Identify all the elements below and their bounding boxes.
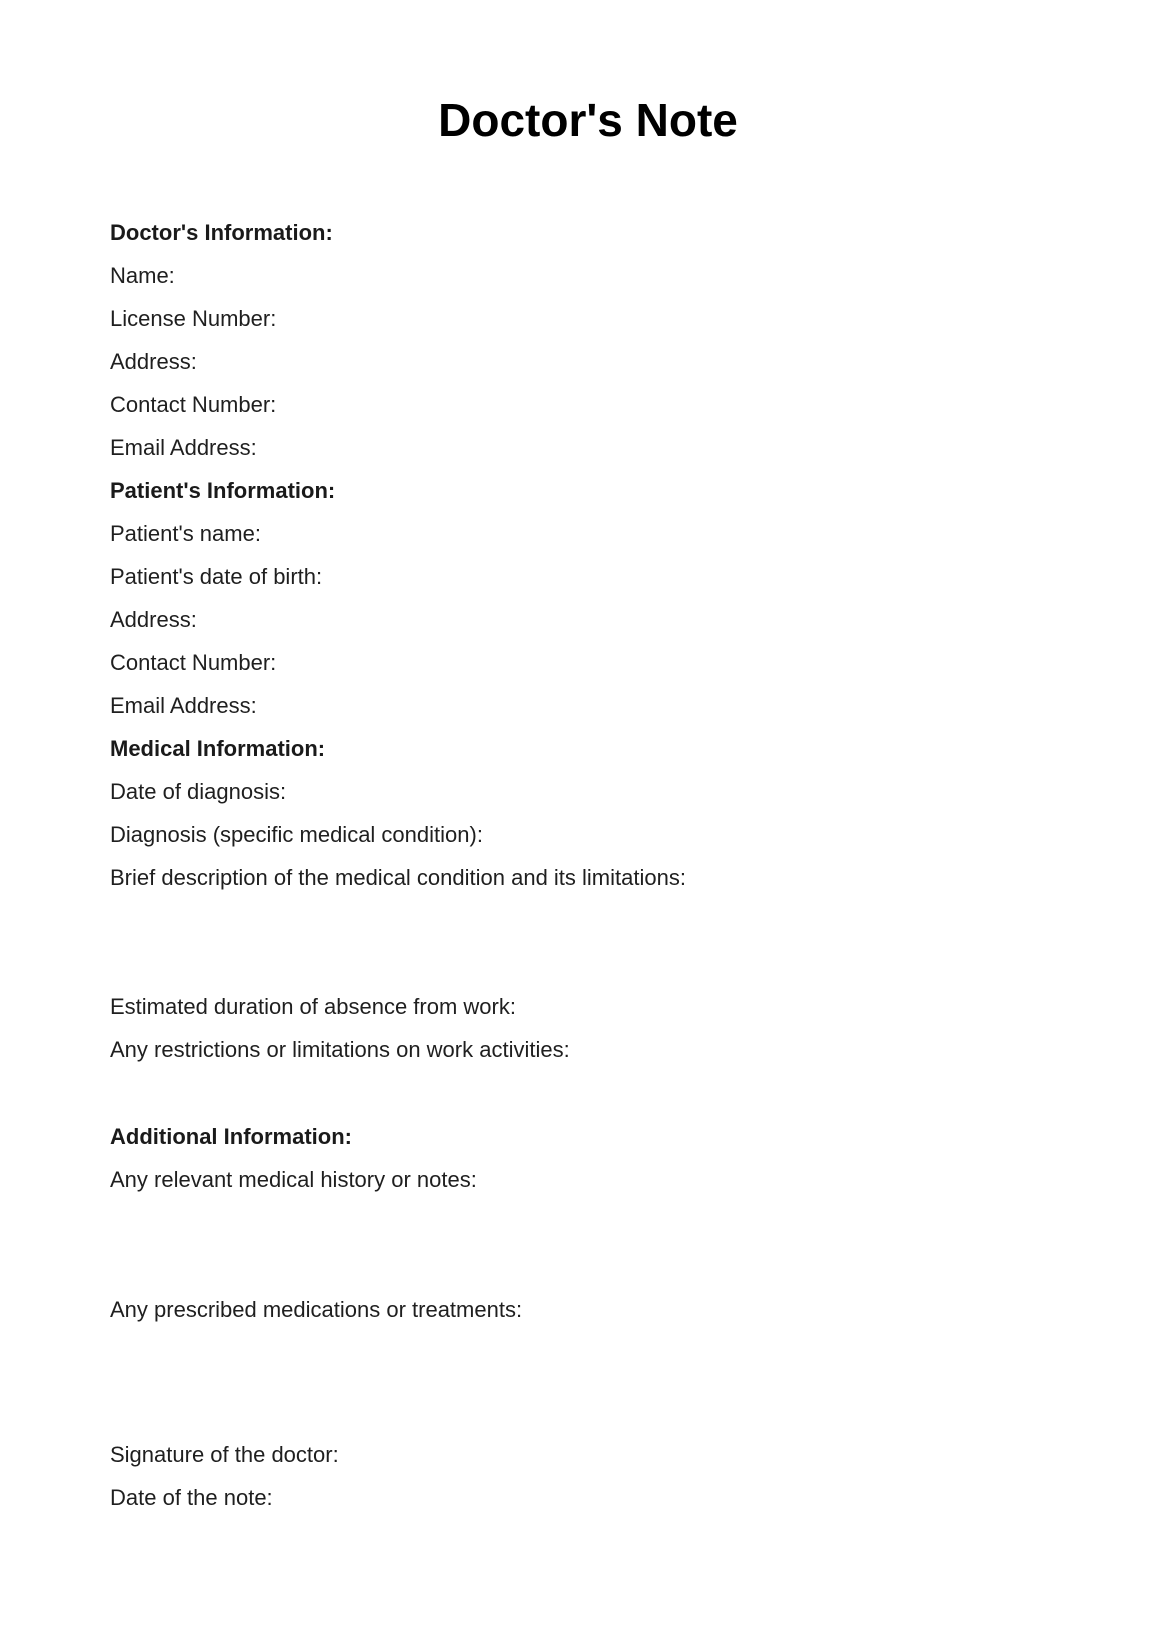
patient-email-label: Email Address: (110, 693, 257, 718)
patient-dob-label: Patient's date of birth: (110, 564, 323, 589)
doctor-license-label: License Number: (110, 306, 277, 331)
medical-info-heading: Medical Information: (110, 736, 326, 761)
page-title: Doctor's Note (438, 94, 738, 146)
patient-address-label: Address: (110, 607, 197, 632)
patient-info-heading: Patient's Information: (110, 478, 336, 503)
doctor-contact-label: Contact Number: (110, 392, 277, 417)
condition-description-label: Brief description of the medical condition and its limitations: (110, 865, 686, 890)
medical-history-label: Any relevant medical history or notes: (110, 1167, 477, 1192)
note-date-label: Date of the note: (110, 1485, 273, 1510)
doctor-name-label: Name: (110, 263, 175, 288)
diagnosis-date-label: Date of diagnosis: (110, 779, 287, 804)
doctor-address-label: Address: (110, 349, 197, 374)
doctor-info-heading: Doctor's Information: (110, 220, 333, 245)
absence-duration-label: Estimated duration of absence from work: (110, 994, 516, 1019)
doctor-email-label: Email Address: (110, 435, 257, 460)
diagnosis-label: Diagnosis (specific medical condition): (110, 822, 483, 847)
patient-contact-label: Contact Number: (110, 650, 277, 675)
medications-label: Any prescribed medications or treatments: (110, 1297, 523, 1322)
work-restrictions-label: Any restrictions or limitations on work activities: (110, 1037, 570, 1062)
additional-info-heading: Additional Information: (110, 1124, 352, 1149)
doctor-signature-label: Signature of the doctor: (110, 1442, 339, 1467)
patient-name-label: Patient's name: (110, 521, 261, 546)
